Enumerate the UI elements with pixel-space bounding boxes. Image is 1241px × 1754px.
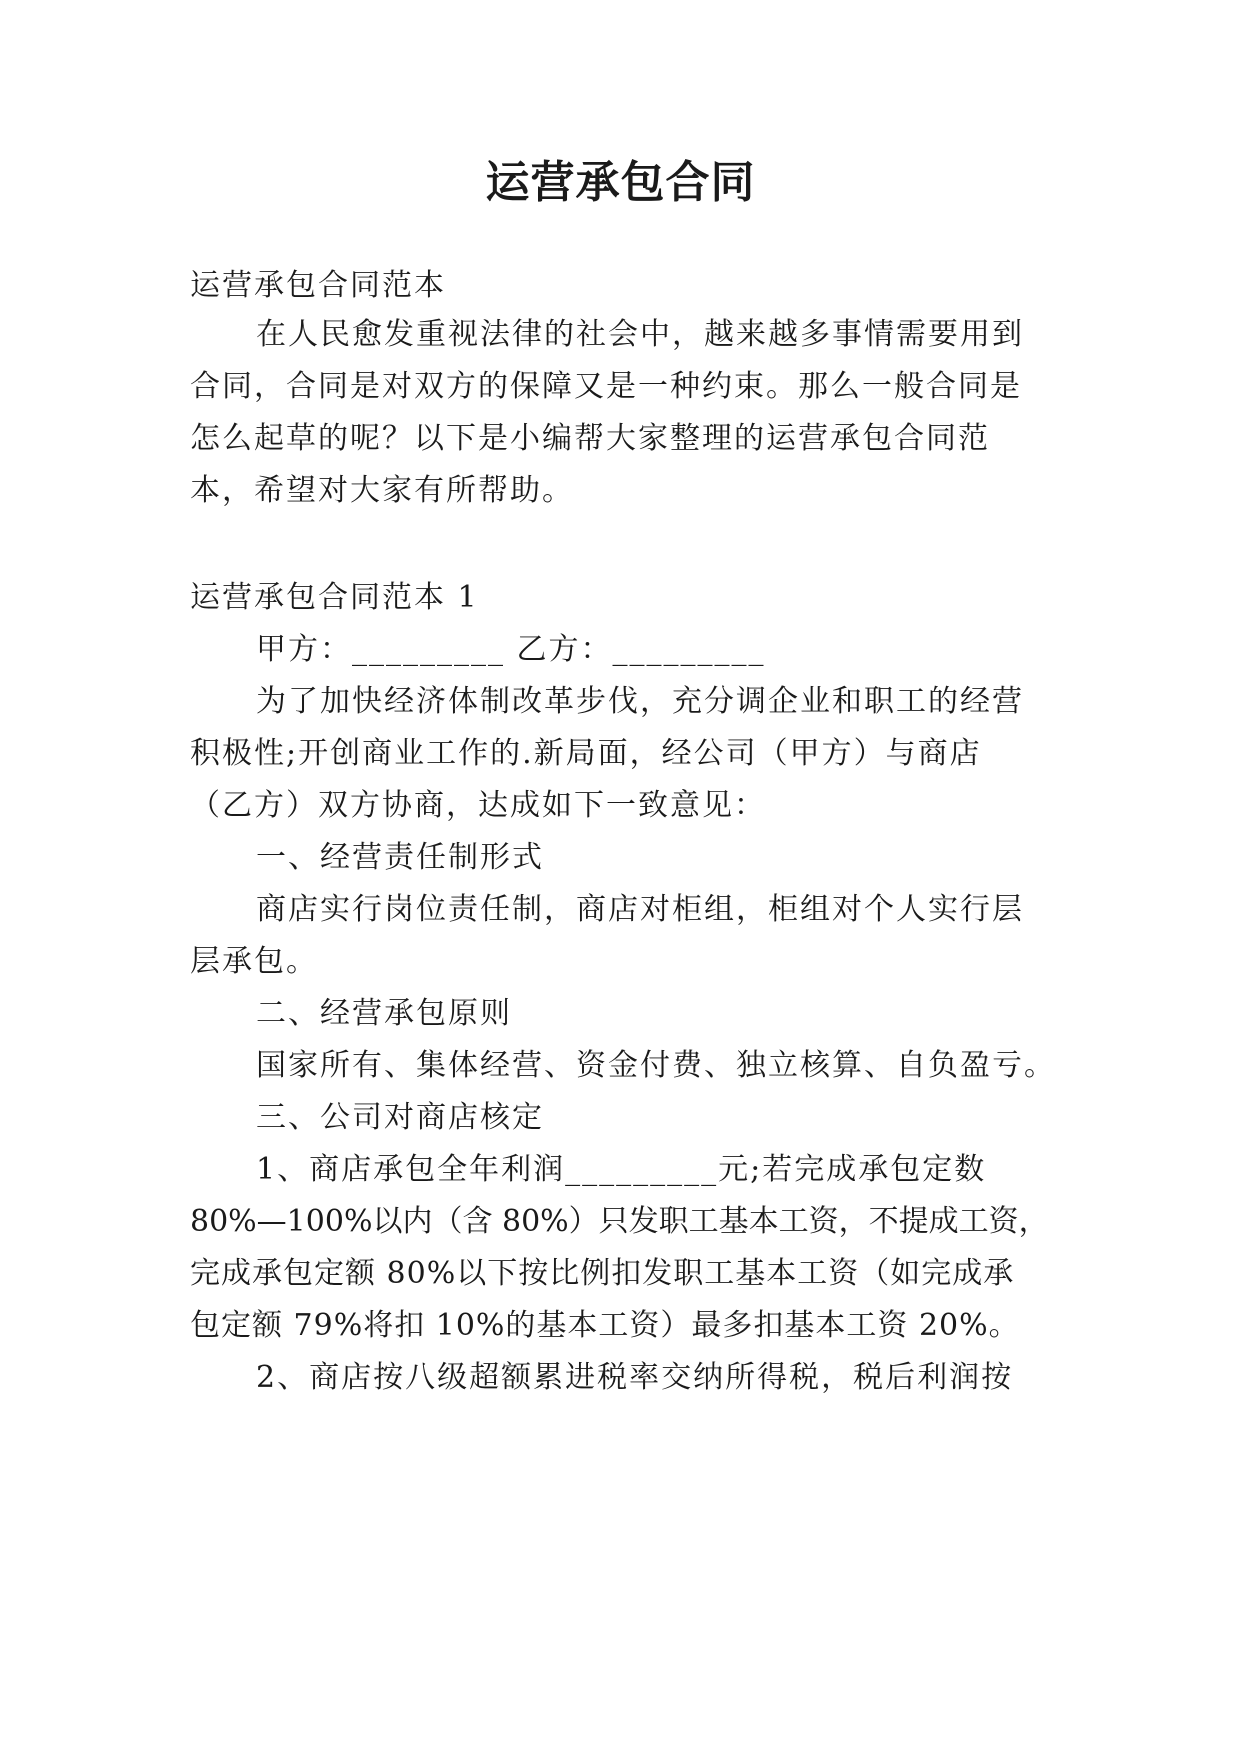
intro-paragraph-line: 怎么起草的呢？以下是小编帮大家整理的运营承包合同范 xyxy=(190,421,990,456)
section-heading-sample-1: 运营承包合同范本 1 xyxy=(190,580,479,615)
clause-heading: 二、经营承包原则 xyxy=(256,996,512,1031)
body-paragraph-line: 完成承包定额 80%以下按比例扣发职工基本工资（如完成承 xyxy=(190,1256,1015,1291)
body-paragraph-line: 为了加快经济体制改革步伐，充分调企业和职工的经营 xyxy=(256,684,1024,719)
clause-heading: 三、公司对商店核定 xyxy=(256,1100,544,1135)
clause-heading: 一、经营责任制形式 xyxy=(256,840,544,875)
document-title: 运营承包合同 xyxy=(485,157,756,208)
body-paragraph-line: 80%—100%以内（含 80%）只发职工基本工资，不提成工资， xyxy=(190,1204,1049,1239)
body-paragraph-line: （乙方）双方协商，达成如下一致意见： xyxy=(190,788,766,823)
body-paragraph-line: 2、商店按八级超额累进税率交纳所得税，税后利润按 xyxy=(256,1360,1014,1395)
body-paragraph-line: 国家所有、集体经营、资金付费、独立核算、自负盈亏。 xyxy=(256,1048,1056,1083)
body-paragraph-line: 1、商店承包全年利润_________元;若完成承包定数 xyxy=(256,1152,987,1187)
body-paragraph-line: 包定额 79%将扣 10%的基本工资）最多扣基本工资 20%。 xyxy=(190,1308,1020,1343)
intro-paragraph-line: 在人民愈发重视法律的社会中，越来越多事情需要用到 xyxy=(256,317,1024,352)
intro-paragraph-line: 合同，合同是对双方的保障又是一种约束。那么一般合同是 xyxy=(190,369,1022,404)
body-paragraph-line: 层承包。 xyxy=(190,944,318,979)
section-heading-sample: 运营承包合同范本 xyxy=(190,268,446,303)
intro-paragraph-line: 本，希望对大家有所帮助。 xyxy=(190,473,574,508)
parties-line: 甲方：_________ 乙方：_________ xyxy=(256,632,766,667)
body-paragraph-line: 积极性;开创商业工作的.新局面，经公司（甲方）与商店 xyxy=(190,736,982,771)
body-paragraph-line: 商店实行岗位责任制，商店对柜组，柜组对个人实行层 xyxy=(256,892,1024,927)
